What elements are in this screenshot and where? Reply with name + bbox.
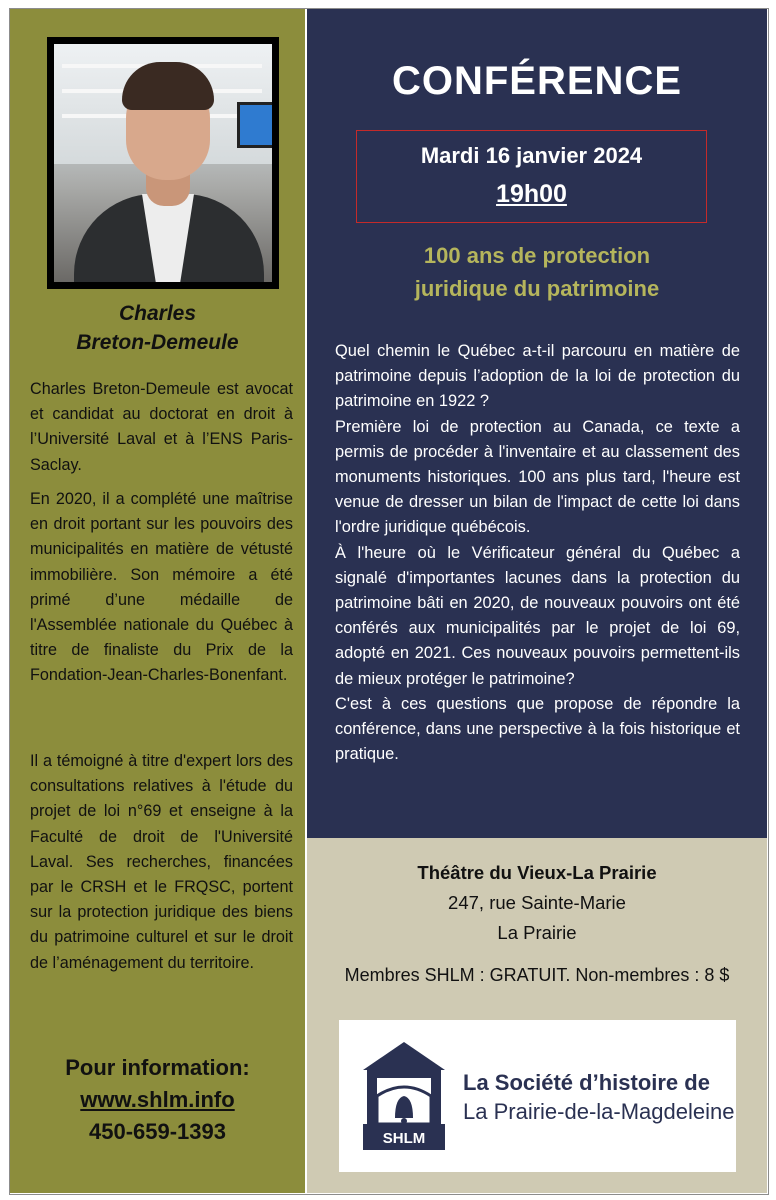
speaker-bio-paragraph: Il a témoigné à titre d'expert lors des consultations relatives à l'étude du projet de loi n°69 et enseigne à la Faculté de droit de l'Université Laval. Ses recherches, financées par le CRSH et le FRQSC, portent sur la protection juridique des biens du patrimoine culturel et sur le droit de l’aménagement du territoire. <box>30 752 293 972</box>
description-paragraph: Quel chemin le Québec a-t-il parcouru en matière de patrimoine depuis l’adoption de la loi de protection du patrimoine en 1922 ? <box>335 342 740 411</box>
speaker-bio-paragraph: Charles Breton-Demeule est avocat et candidat au doctorat en droit à l’Université Laval et à l’ENS Paris-Saclay. <box>30 380 293 474</box>
event-subtitle-line1: 100 ans de protection <box>423 243 651 268</box>
venue-address: 247, rue Sainte-Marie <box>448 892 626 913</box>
event-time: 19h00 <box>496 180 567 208</box>
pricing-text: Membres SHLM : GRATUIT. Non-membres : 8 $ <box>344 965 730 985</box>
venue-panel <box>307 838 767 1193</box>
logo-line1: La Société d’histoire de <box>463 1070 710 1095</box>
logo-text <box>463 1068 734 1126</box>
speaker-name <box>10 299 305 357</box>
speaker-photo <box>54 44 272 282</box>
logo-line2: La Prairie-de-la-Magdeleine <box>463 1099 735 1124</box>
event-panel <box>307 9 767 838</box>
speaker-name-last: Breton-Demeule <box>76 331 239 354</box>
event-subtitle-line2: juridique du patrimoine <box>414 276 660 301</box>
event-date-box <box>356 130 707 223</box>
event-description <box>335 339 740 767</box>
description-paragraph: C'est à ces questions que propose de répondre la conférence, dans une perspective à la fois historique et pratique. <box>335 694 740 764</box>
event-title: CONFÉRENCE <box>391 59 683 103</box>
speaker-name-first: Charles <box>118 302 197 325</box>
description-paragraph: Première loi de protection au Canada, ce texte a permis de procéder à l'inventaire et au classement des monuments historiques. 100 ans plus tard, l'heure est venue de dresser un bilan de l'impact de cette loi dans l'ordre juridique québécois. <box>335 417 740 537</box>
speaker-photo-frame <box>47 37 279 289</box>
event-subtitle <box>307 239 767 305</box>
contact-block <box>10 1052 305 1148</box>
logo-badge-text: SHLM <box>382 1130 426 1147</box>
venue-name: Théâtre du Vieux-La Prairie <box>417 862 657 883</box>
venue-city: La Prairie <box>497 922 577 943</box>
venue-block <box>307 858 767 948</box>
speaker-bio-paragraph: En 2020, il a complété une maîtrise en droit portant sur les pouvoirs des municipalités en matière de vétusté immobilière. Son mémoire a été primé d’une médaille de l'Assemblée nationale du Québec à titre de finaliste du Prix de la Fondation-Jean-Charles-Bonenfant. <box>30 490 293 685</box>
website-link[interactable]: www.shlm.info <box>80 1087 235 1112</box>
phone-number: 450-659-1393 <box>88 1119 226 1144</box>
event-date: Mardi 16 janvier 2024 <box>420 143 643 168</box>
contact-heading: Pour information: <box>65 1055 250 1080</box>
description-paragraph: À l'heure où le Vérificateur général du Québec a signalé d'importantes lacunes dans la protection du patrimoine bâti en 2020, de nouveaux pouvoirs ont été conférés aux municipalités par le projet de loi 69, adopté en 2021. Ces nouveaux pouvoirs permettent-ils de mieux protéger le patrimoine? <box>335 543 740 688</box>
shlm-building-bell-icon <box>361 1040 447 1152</box>
shlm-logo <box>339 1020 736 1172</box>
speaker-column <box>10 9 305 1193</box>
